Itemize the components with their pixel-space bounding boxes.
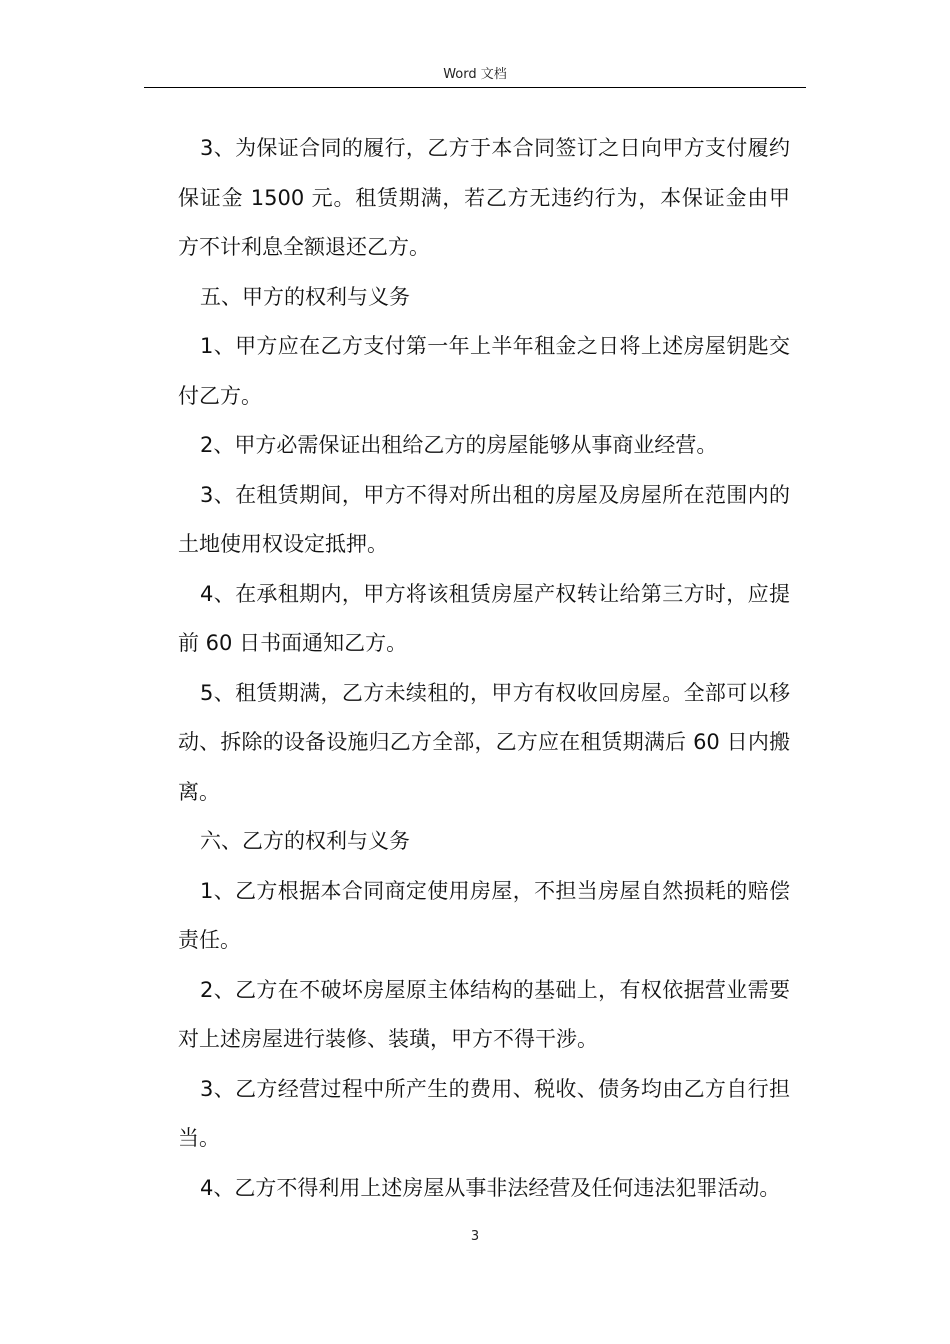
- header-divider: [144, 87, 806, 88]
- paragraph-b-1: 1、乙方根据本合同商定使用房屋，不担当房屋自然损耗的赔偿责任。: [178, 878, 790, 952]
- paragraph-a-1: 1、甲方应在乙方支付第一年上半年租金之日将上述房屋钥匙交付乙方。: [178, 334, 790, 408]
- paragraph-a-4: 4、在承租期内，甲方将该租赁房屋产权转让给第三方时，应提前 60 日书面通知乙方。: [178, 581, 790, 655]
- paragraph-a-2: 2、甲方必需保证出租给乙方的房屋能够从事商业经营。: [200, 433, 718, 457]
- paragraph-b-3: 3、乙方经营过程中所产生的费用、税收、债务均由乙方自行担当。: [178, 1076, 790, 1150]
- paragraph-a-3: 3、在租赁期间，甲方不得对所出租的房屋及房屋所在范围内的土地使用权设定抵押。: [178, 482, 790, 556]
- paragraph-deposit: 3、为保证合同的履行，乙方于本合同签订之日向甲方支付履约保证金 1500 元。租赁期满，若乙方无违约行为，本保证金由甲方不计利息全额退还乙方。: [178, 136, 790, 259]
- paragraph-b-4: 4、乙方不得利用上述房屋从事非法经营及任何违法犯罪活动。: [200, 1175, 781, 1200]
- paragraph-b-2: 2、乙方在不破坏房屋原主体结构的基础上，有权依据营业需要对上述房屋进行装修、装璜，甲方不得干涉。: [178, 977, 790, 1051]
- paragraph-a-5: 5、租赁期满，乙方未续租的，甲方有权收回房屋。全部可以移动、拆除的设备设施归乙方全部，乙方应在租赁期满后 60 日内搬离。: [178, 680, 790, 804]
- page-number: 3: [470, 1229, 480, 1244]
- section-heading-party-a-rights: 五、甲方的权利与义务: [200, 284, 410, 309]
- page-header: Word 文档: [443, 67, 507, 82]
- document-body: [178, 124, 790, 1213]
- section-heading-party-b-rights: 六、乙方的权利与义务: [200, 829, 410, 853]
